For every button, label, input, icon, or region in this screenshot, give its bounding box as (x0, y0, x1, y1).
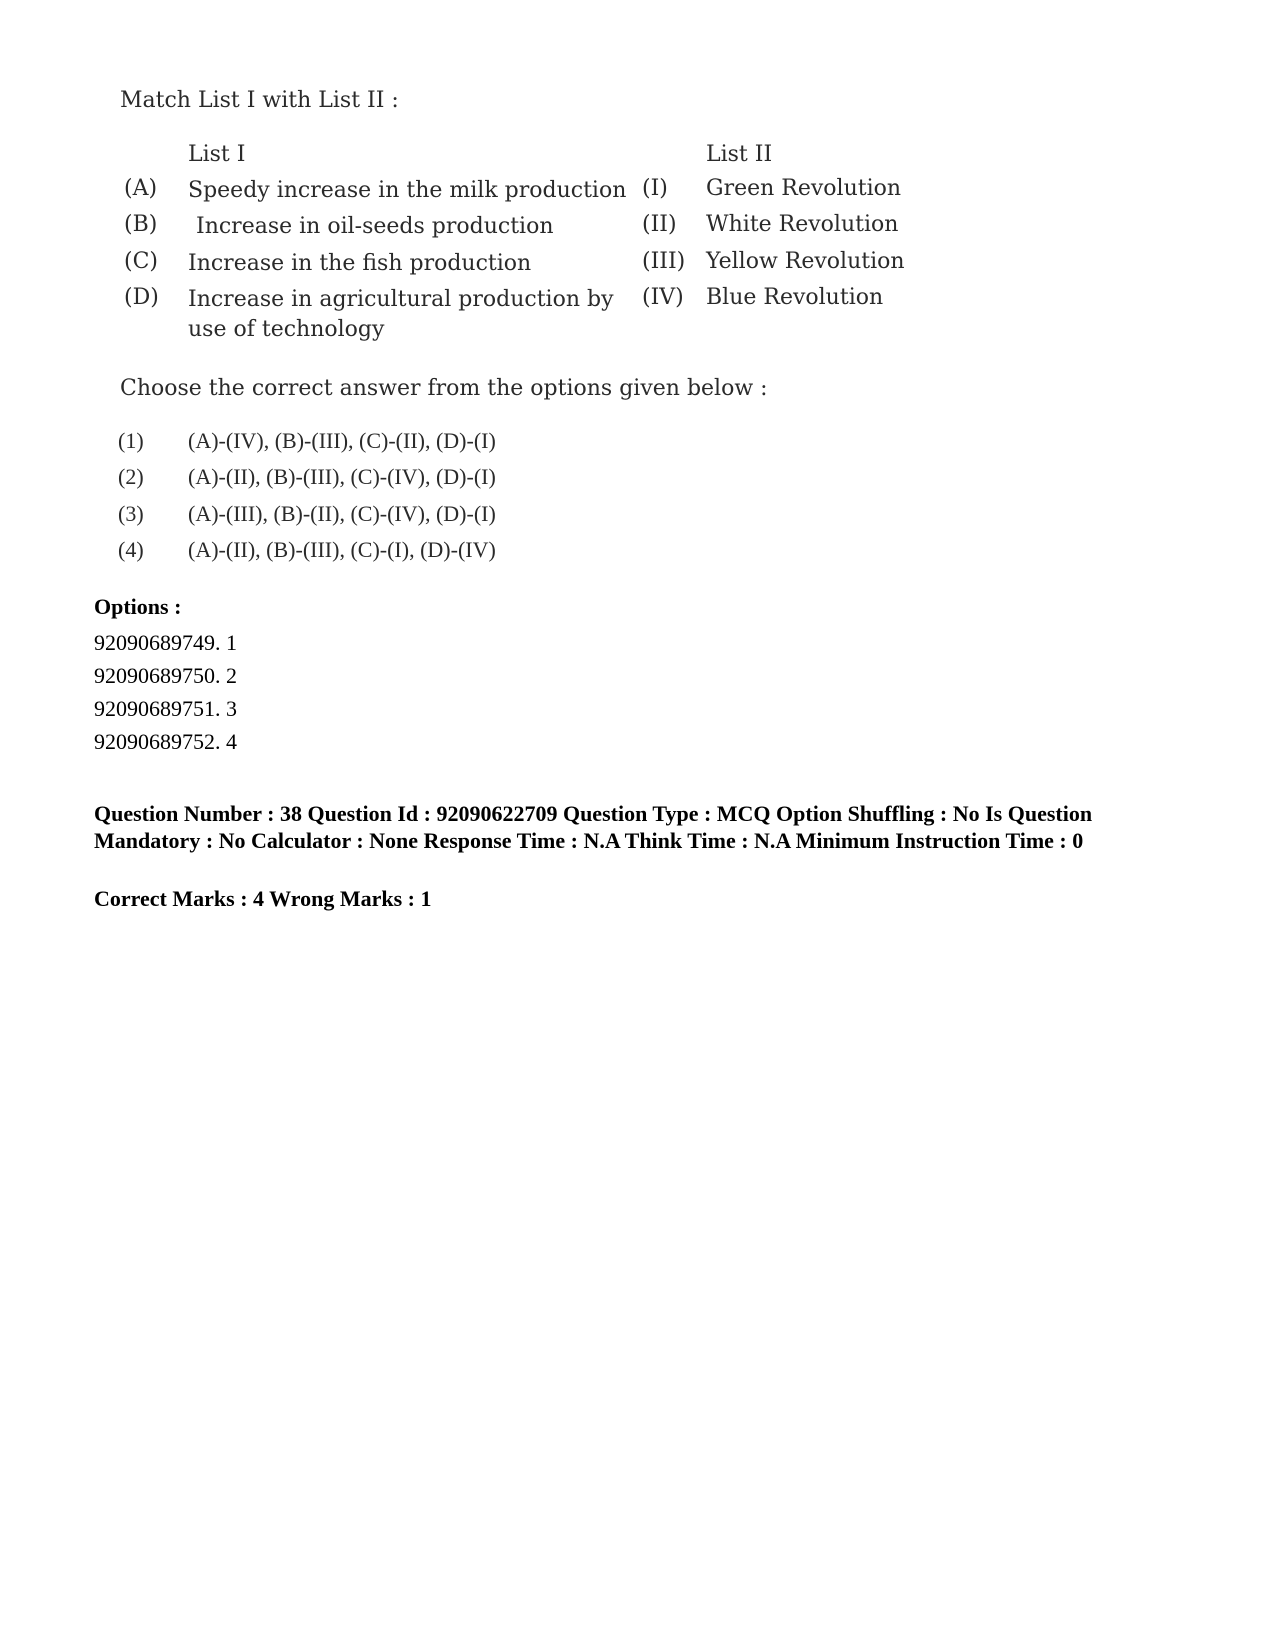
row-text: Increase in agricultural production by use of technology (188, 287, 614, 342)
options-list (94, 594, 237, 758)
answer-number: (3) (118, 501, 144, 526)
marks-info: Correct Marks : 4 Wrong Marks : 1 (94, 886, 432, 911)
row-label: (B) (124, 212, 158, 237)
row-right-text: White Revolution (706, 212, 899, 237)
option-item: 92090689750. 2 (94, 663, 237, 688)
row-right-label: (I) (642, 176, 668, 201)
row-label: (C) (124, 249, 158, 274)
row-text: Increase in the fish production (188, 251, 532, 276)
answer-text: (A)-(II), (B)-(III), (C)-(I), (D)-(IV) (188, 537, 496, 562)
options-title: Options : (94, 594, 182, 619)
option-item: 92090689751. 3 (94, 696, 237, 721)
row-text: Speedy increase in the milk production (188, 178, 627, 203)
choose-instruction: Choose the correct answer from the options given below : (120, 376, 768, 401)
option-item: 92090689752. 4 (94, 729, 237, 754)
question-metadata: Question Number : 38 Question Id : 92090622709 Question Type : MCQ Option Shuffling : No Is Question Mandatory : No Calculator : None Response Time : N.A Think Time : N.A Minimum Instruction Time : 0 (94, 801, 1093, 853)
row-label: (D) (124, 285, 159, 310)
row-right-label: (II) (642, 212, 677, 237)
row-right-label: (IV) (642, 285, 684, 310)
answer-number: (1) (118, 428, 144, 453)
row-right-text: Green Revolution (706, 176, 902, 201)
row-right-label: (III) (642, 249, 686, 274)
list2-header: List II (706, 142, 773, 167)
answer-text: (A)-(IV), (B)-(III), (C)-(II), (D)-(I) (188, 428, 496, 453)
list1-header: List I (188, 142, 246, 167)
answer-number: (4) (118, 537, 144, 562)
row-right-text: Yellow Revolution (706, 249, 905, 274)
question-intro: Match List I with List II : (120, 88, 399, 113)
row-right-text: Blue Revolution (706, 285, 884, 310)
answer-text: (A)-(II), (B)-(III), (C)-(IV), (D)-(I) (188, 464, 496, 489)
answer-number: (2) (118, 464, 144, 489)
row-text: Increase in oil-seeds production (196, 214, 554, 239)
option-item: 92090689749. 1 (94, 630, 237, 655)
question-image (108, 78, 978, 608)
answer-text: (A)-(III), (B)-(II), (C)-(IV), (D)-(I) (188, 501, 496, 526)
row-label: (A) (124, 176, 158, 201)
